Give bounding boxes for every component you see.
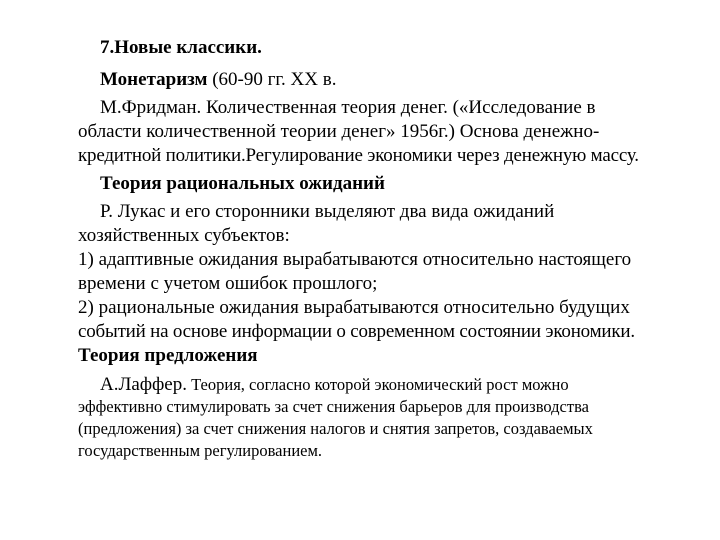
supply-theory-text	[78, 374, 698, 462]
rational-expectations-heading: Теория рациональных ожиданий	[100, 173, 385, 194]
monetarism-heading-line	[78, 68, 698, 92]
supply-line: (предложения) за счет снижения налогов и снятия запретов, создаваемых	[78, 419, 593, 438]
rational-line: времени с учетом ошибок прошлого;	[78, 273, 378, 294]
section-title: 7.Новые классики.	[100, 37, 262, 58]
monetarism-line: области количественной теории денег» 1956г.) Основа денежно-	[78, 121, 600, 142]
rational-line: событий на основе информации о современном состоянии экономики.	[78, 321, 635, 342]
rational-line: 2) рациональные ожидания вырабатываются относительно будущих	[78, 297, 630, 318]
rational-line: хозяйственных субъектов:	[78, 225, 290, 246]
content-block	[78, 36, 698, 462]
rational-line: Р. Лукас и его сторонники выделяют два вида ожиданий	[100, 201, 555, 222]
supply-line-text: Теория, согласно которой экономический рост можно	[186, 375, 569, 394]
supply-line: государственным регулированием.	[78, 441, 323, 460]
monetarism-line: М.Фридман. Количественная теория денег. («Исследование в	[100, 97, 596, 118]
monetarism-period: (60-90 гг. ХХ в.	[207, 69, 337, 90]
monetarism-heading: Монетаризм	[100, 69, 208, 90]
rational-line: 1) адаптивные ожидания вырабатываются относительно настоящего	[78, 249, 632, 270]
supply-line	[78, 374, 698, 396]
monetarism-line: кредитной политики.Регулирование экономики через денежную массу.	[78, 145, 639, 166]
supply-author: А.Лаффер.	[100, 374, 187, 395]
supply-line: эффективно стимулировать за счет снижения барьеров для производства	[78, 397, 589, 416]
supply-theory-heading: Теория предложения	[78, 345, 258, 366]
